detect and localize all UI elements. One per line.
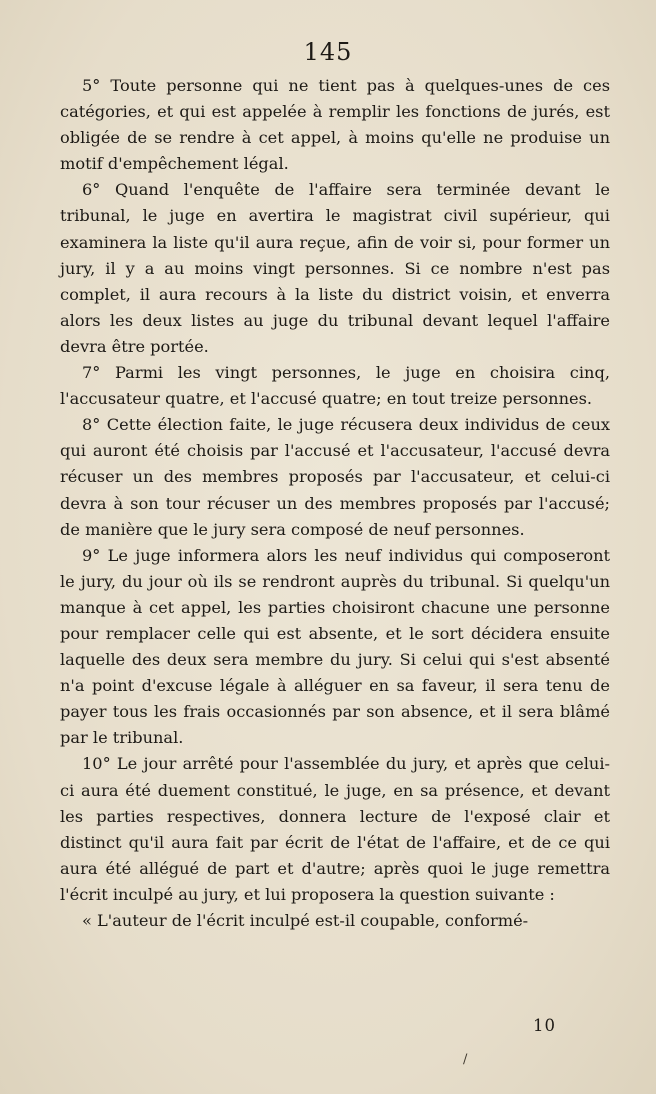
signature-mark: 10 bbox=[533, 1016, 556, 1035]
page-number: 145 bbox=[303, 38, 353, 66]
paragraph-8: 8° Cette élection faite, le juge récusera deux individus de ceux qui auront été choisis par l'accusé et l'accusateur, l'accusé devra récuser un des membres proposés par l'accusateur, et celui-ci devra à son tour récuser un des membres proposés par l'accusé; de manière que le jury sera composé de neuf personnes. bbox=[60, 415, 610, 539]
quoted-question: « L'auteur de l'écrit inculpé est-il coupable, conformé- bbox=[82, 911, 529, 930]
paragraph-6: 6° Quand l'enquête de l'affaire sera terminée devant le tribunal, le juge en avertira le magistrat civil supérieur, qui examinera la liste qu'il aura reçue, afin de voir si, pour former un jury, il y a au moins vingt personnes. Si ce nombre n'est pas complet, il aura recours à la liste du district voisin, et enverra alors les deux listes au juge du tribunal devant lequel l'affaire devra être portée. bbox=[60, 180, 610, 356]
text-body bbox=[60, 73, 610, 934]
paragraph-7: 7° Parmi les vingt personnes, le juge en choisira cinq, l'accusateur quatre, et l'accusé quatre; en tout treize personnes. bbox=[60, 363, 610, 409]
paragraph-5: 5° Toute personne qui ne tient pas à quelques-unes de ces catégories, et qui est appelée à remplir les fonctions de jurés, est obligée de se rendre à cet appel, à moins qu'elle ne produise un motif d'empêchement légal. bbox=[60, 76, 610, 174]
ink-mark: / bbox=[463, 1052, 468, 1067]
paragraph-9: 9° Le juge informera alors les neuf individus qui composeront le jury, du jour où ils se rendront auprès du tribunal. Si quelqu'un manque à cet appel, les parties choisiront chacune une personne pour remplacer celle qui est absente, et le sort décidera ensuite laquelle des deux sera membre du jury. Si celui qui s'est absenté n'a point d'excuse légale à alléguer en sa faveur, il sera tenu de payer tous les frais occasionnés par son absence, et il sera blâmé par le tribunal. bbox=[60, 545, 610, 748]
paragraph-10: 10° Le jour arrêté pour l'assemblée du jury, et après que celui-ci aura été duement constitué, le juge, en sa présence, et devant les parties respectives, donnera lecture de l'exposé clair et distinct qu'il aura fait par écrit de l'état de l'affaire, et de ce qui aura été allégué de part et d'autre; après quoi le juge remettra l'écrit inculpé au jury, et lui proposera la question suivante : bbox=[60, 754, 610, 904]
